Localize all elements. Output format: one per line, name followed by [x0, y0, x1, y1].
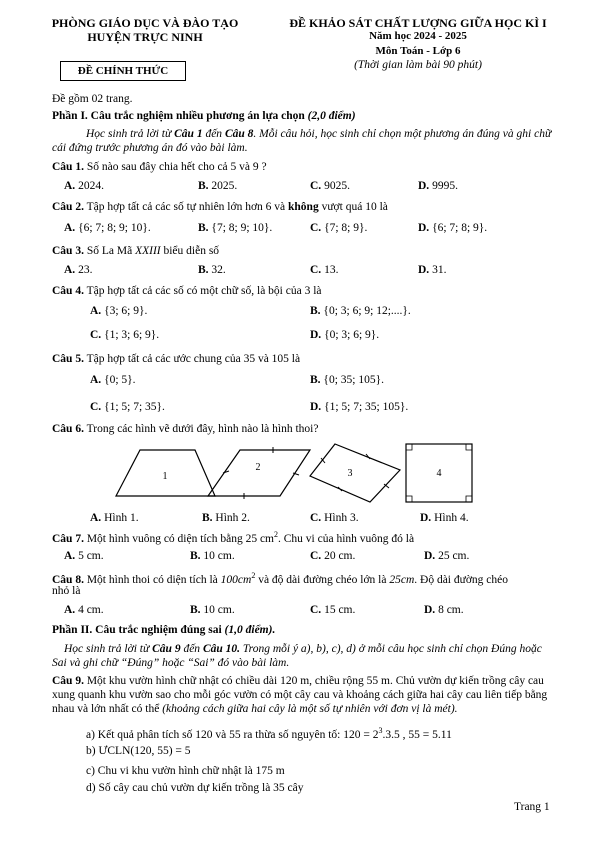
q7-option-c: C. 20 cm.	[310, 550, 356, 562]
q9-sub-a: a) Kết quả phân tích số 120 và 55 ra thừa số nguyên tố: $120 = 2^3.3.5$ , 55 = 5.11	[86, 726, 452, 741]
q4-option-b: B. {0; 3; 6; 9; 12;....}.	[310, 305, 411, 317]
q8-option-c: C. 15 cm.	[310, 604, 356, 616]
shape-1-label: 1	[162, 471, 168, 482]
header-left-line2: HUYỆN TRỰC NINH	[87, 30, 203, 44]
q3-option-b: B. 32.	[198, 264, 226, 276]
header-right-line3: Môn Toán - Lớp 6	[375, 45, 461, 57]
question-3: Câu 3. Số La Mã XXIII biểu diễn số	[52, 245, 220, 257]
q7-option-b: B. 10 cm.	[190, 550, 235, 562]
shape-4-label: 4	[436, 468, 442, 479]
q5-option-b: B. {0; 35; 105}.	[310, 374, 384, 386]
question-8-cont: nhỏ là	[52, 585, 81, 597]
question-5: Câu 5. Tập hợp tất cả các ước chung của 35 và 105 là	[52, 353, 301, 365]
q2-option-b: B. {7; 8; 9; 10}.	[198, 222, 273, 234]
header-right-line4: (Thời gian làm bài 90 phút)	[354, 59, 482, 71]
shape-3-label: 3	[347, 468, 353, 479]
q2-option-a: A. {6; 7; 8; 9; 10}.	[64, 222, 151, 234]
q6-option-a: A. Hình 1.	[90, 512, 139, 524]
q8-option-a: A. 4 cm.	[64, 604, 104, 616]
header-right-line1: ĐỀ KHẢO SÁT CHẤT LƯỢNG GIỮA HỌC KÌ I	[289, 16, 547, 30]
part2-instructions: Học sinh trả lời từ Câu 9 đến Câu 10. Trong mỗi ý a), b), c), d) ở mỗi câu học sinh chỉ chọn Đúng hoặc Sai và ghi chữ “Đúng” hoặc “Sai” đó vào bài làm.	[52, 643, 542, 669]
q5-option-c: C. {1; 5; 7; 35}.	[90, 401, 165, 413]
q4-option-a: A. {3; 6; 9}.	[90, 305, 148, 317]
q1-option-c: C. 9025.	[310, 180, 350, 192]
question-8: Câu 8. Một hình thoi có diện tích là $100cm^2$ và độ dài đường chéo lớn là 25cm. Độ dài đường chéo	[52, 571, 509, 586]
part1-score: (2,0 điểm)	[307, 110, 356, 122]
q1-option-a: A. 2024.	[64, 180, 104, 192]
q1-option-b: B. 2025.	[198, 180, 238, 192]
q9-sub-b: b) ƯCLN(120, 55) = 5	[86, 745, 191, 757]
q2-option-d: D. {6; 7; 8; 9}.	[418, 222, 488, 234]
q8-option-b: B. 10 cm.	[190, 604, 235, 616]
q2-option-c: C. {7; 8; 9}.	[310, 222, 368, 234]
q6-option-b: B. Hình 2.	[202, 512, 250, 524]
q7-option-a: A. 5 cm.	[64, 550, 104, 562]
question-7: Câu 7. Một hình vuông có diện tích bằng 25 $cm^2$. Chu vi của hình vuông đó là	[52, 530, 415, 545]
part1-instructions: Học sinh trả lời từ Câu 1 đến Câu 8. Mỗi câu hỏi, học sinh chỉ chọn một phương án đúng và ghi chữ cái đứng trước phương án đó vào bài làm.	[52, 128, 552, 154]
q9-sub-c: c) Chu vi khu vườn hình chữ nhật là 175 m	[86, 765, 285, 777]
shapes-figure	[110, 440, 490, 510]
pages-note: Đề gồm 02 trang.	[52, 93, 133, 105]
part2-heading: Phần II. Câu trắc nghiệm đúng sai (1,0 điểm).	[52, 624, 276, 636]
q8-option-d: D. 8 cm.	[424, 604, 464, 616]
question-6: Câu 6. Trong các hình vẽ dưới đây, hình nào là hình thoi?	[52, 423, 319, 435]
q4-option-c: C. {1; 3; 6; 9}.	[90, 329, 160, 341]
q7-option-d: D. 25 cm.	[424, 550, 470, 562]
question-4: Câu 4. Tập hợp tất cả các số có một chữ số, là bội của 3 là	[52, 285, 322, 297]
q6-option-d: D. Hình 4.	[420, 512, 469, 524]
q4-option-d: D. {0; 3; 6; 9}.	[310, 329, 380, 341]
q6-option-c: C. Hình 3.	[310, 512, 359, 524]
q5-option-d: D. {1; 5; 7; 35; 105}.	[310, 401, 409, 413]
question-2: Câu 2. Tập hợp tất cả các số tự nhiên lớn hơn 6 và không vượt quá 10 là	[52, 201, 388, 213]
q3-option-c: C. 13.	[310, 264, 339, 276]
shape-2-label: 2	[255, 462, 261, 473]
q9-sub-d: d) Số cây cau chủ vườn dự kiến trồng là 35 cây	[86, 782, 304, 794]
header-right-line2: Năm học 2024 - 2025	[369, 30, 467, 42]
part1-title: Phần I. Câu trắc nghiệm nhiều phương án lựa chọn	[52, 110, 308, 122]
question-9: Câu 9. Một khu vườn hình chữ nhật có chiều dài 120 m, chiều rộng 55 m. Chủ vườn dự kiến trồng cây cau xung quanh khu vườn sao cho mỗi góc vườn có một cây cau và khoảng cách giữa hai cây cau liên tiếp bằng nhau và lớn nhất có thể (khoảng cách giữa hai cây là một số tự nhiên với đơn vị là mét).	[52, 675, 548, 715]
shape-3-rhombus	[310, 444, 400, 502]
q3-option-a: A. 23.	[64, 264, 93, 276]
question-1: Câu 1. Số nào sau đây chia hết cho cả 5 và 9 ?	[52, 161, 267, 173]
q5-option-a: A. {0; 5}.	[90, 374, 136, 386]
page-footer: Trang 1	[514, 801, 550, 813]
part1-heading	[52, 110, 356, 122]
official-badge: ĐỀ CHÍNH THỨC	[60, 61, 186, 81]
q3-option-d: D. 31.	[418, 264, 447, 276]
header-left-line1: PHÒNG GIÁO DỤC VÀ ĐÀO TẠO	[51, 16, 239, 30]
q1-option-d: D. 9995.	[418, 180, 458, 192]
